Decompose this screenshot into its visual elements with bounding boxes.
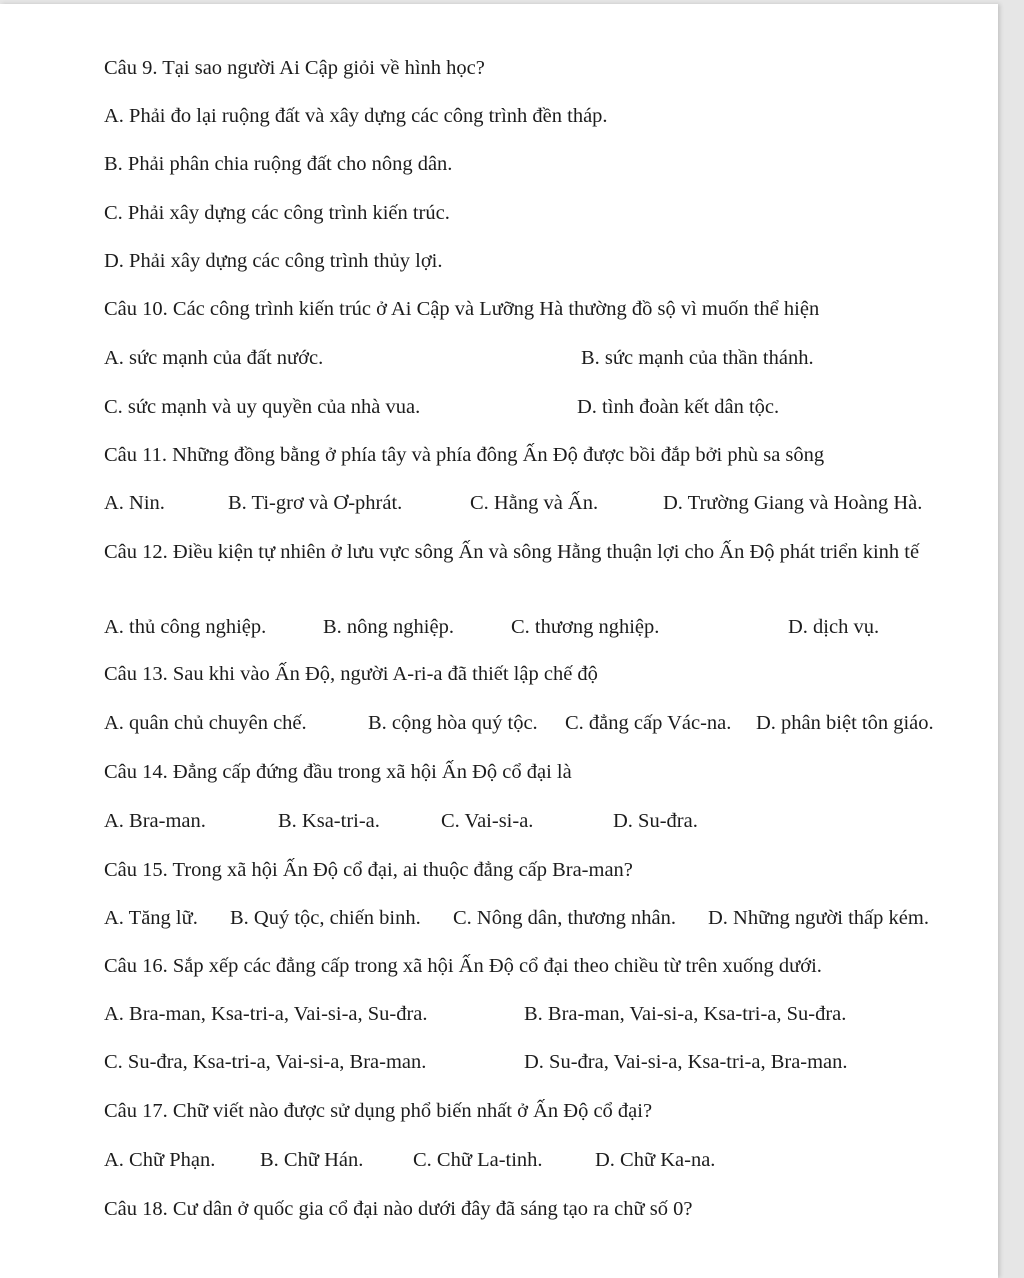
question-9-text: Câu 9. Tại sao người Ai Cập giỏi về hình học? [104, 57, 485, 79]
question-10-option-c: C. sức mạnh và uy quyền của nhà vua. [104, 396, 421, 418]
question-12-text: Câu 12. Điều kiện tự nhiên ở lưu vực sông Ấn và sông Hằng thuận lợi cho Ấn Độ phát triển kinh tế [104, 541, 920, 563]
question-15-option-b: B. Quý tộc, chiến binh. [230, 907, 421, 929]
question-9-option-a: A. Phải đo lại ruộng đất và xây dựng các công trình đền tháp. [104, 105, 608, 127]
question-17-text: Câu 17. Chữ viết nào được sử dụng phổ biến nhất ở Ấn Độ cổ đại? [104, 1100, 653, 1122]
question-11-option-a: A. Nin. [104, 492, 165, 514]
question-9-option-c: C. Phải xây dựng các công trình kiến trúc. [104, 202, 450, 224]
question-12-option-c: C. thương nghiệp. [511, 616, 660, 638]
question-18-text: Câu 18. Cư dân ở quốc gia cổ đại nào dưới đây đã sáng tạo ra chữ số 0? [104, 1198, 693, 1220]
question-10-option-b: B. sức mạnh của thần thánh. [581, 347, 814, 369]
question-10-option-a: A. sức mạnh của đất nước. [104, 347, 324, 369]
question-14-text: Câu 14. Đẳng cấp đứng đầu trong xã hội Ấn Độ cổ đại là [104, 761, 572, 783]
question-16-text: Câu 16. Sắp xếp các đẳng cấp trong xã hội Ấn Độ cổ đại theo chiều từ trên xuống dưới. [104, 955, 822, 977]
question-16-option-b: B. Bra-man, Vai-si-a, Ksa-tri-a, Su-đra. [524, 1003, 847, 1025]
document-page [0, 4, 998, 1278]
question-10-option-d: D. tình đoàn kết dân tộc. [577, 396, 780, 418]
question-16-option-d: D. Su-đra, Vai-si-a, Ksa-tri-a, Bra-man. [524, 1051, 848, 1073]
question-15-text: Câu 15. Trong xã hội Ấn Độ cổ đại, ai thuộc đẳng cấp Bra-man? [104, 859, 633, 881]
question-10-text: Câu 10. Các công trình kiến trúc ở Ai Cập và Lưỡng Hà thường đồ sộ vì muốn thể hiện [104, 298, 820, 320]
question-17-option-a: A. Chữ Phạn. [104, 1149, 216, 1171]
question-17-option-d: D. Chữ Ka-na. [595, 1149, 716, 1171]
question-14-option-b: B. Ksa-tri-a. [278, 810, 380, 832]
question-15-option-a: A. Tăng lữ. [104, 907, 198, 929]
question-11-option-c: C. Hằng và Ấn. [470, 492, 599, 514]
question-15-option-d: D. Những người thấp kém. [708, 907, 929, 929]
question-13-option-b: B. cộng hòa quý tộc. [368, 712, 538, 734]
question-15-option-c: C. Nông dân, thương nhân. [453, 907, 676, 929]
question-12-option-d: D. dịch vụ. [788, 616, 880, 638]
question-13-text: Câu 13. Sau khi vào Ấn Độ, người A-ri-a đã thiết lập chế độ [104, 663, 598, 685]
question-14-option-a: A. Bra-man. [104, 810, 206, 832]
question-14-option-c: C. Vai-si-a. [441, 810, 534, 832]
question-9-option-b: B. Phải phân chia ruộng đất cho nông dân. [104, 153, 453, 175]
question-12-option-a: A. thủ công nghiệp. [104, 616, 267, 638]
question-12-option-b: B. nông nghiệp. [323, 616, 454, 638]
question-17-option-c: C. Chữ La-tinh. [413, 1149, 543, 1171]
question-11-option-b: B. Ti-grơ và Ơ-phrát. [228, 492, 403, 514]
question-13-option-a: A. quân chủ chuyên chế. [104, 712, 307, 734]
question-17-option-b: B. Chữ Hán. [260, 1149, 364, 1171]
question-11-text: Câu 11. Những đồng bằng ở phía tây và phía đông Ấn Độ được bồi đắp bởi phù sa sông [104, 444, 825, 466]
question-13-option-c: C. đẳng cấp Vác-na. [565, 712, 732, 734]
question-11-option-d: D. Trường Giang và Hoàng Hà. [663, 492, 923, 514]
question-16-option-a: A. Bra-man, Ksa-tri-a, Vai-si-a, Su-đra. [104, 1003, 428, 1025]
question-14-option-d: D. Su-đra. [613, 810, 698, 832]
question-16-option-c: C. Su-đra, Ksa-tri-a, Vai-si-a, Bra-man. [104, 1051, 427, 1073]
question-9-option-d: D. Phải xây dựng các công trình thủy lợi. [104, 250, 443, 272]
question-13-option-d: D. phân biệt tôn giáo. [756, 712, 934, 734]
